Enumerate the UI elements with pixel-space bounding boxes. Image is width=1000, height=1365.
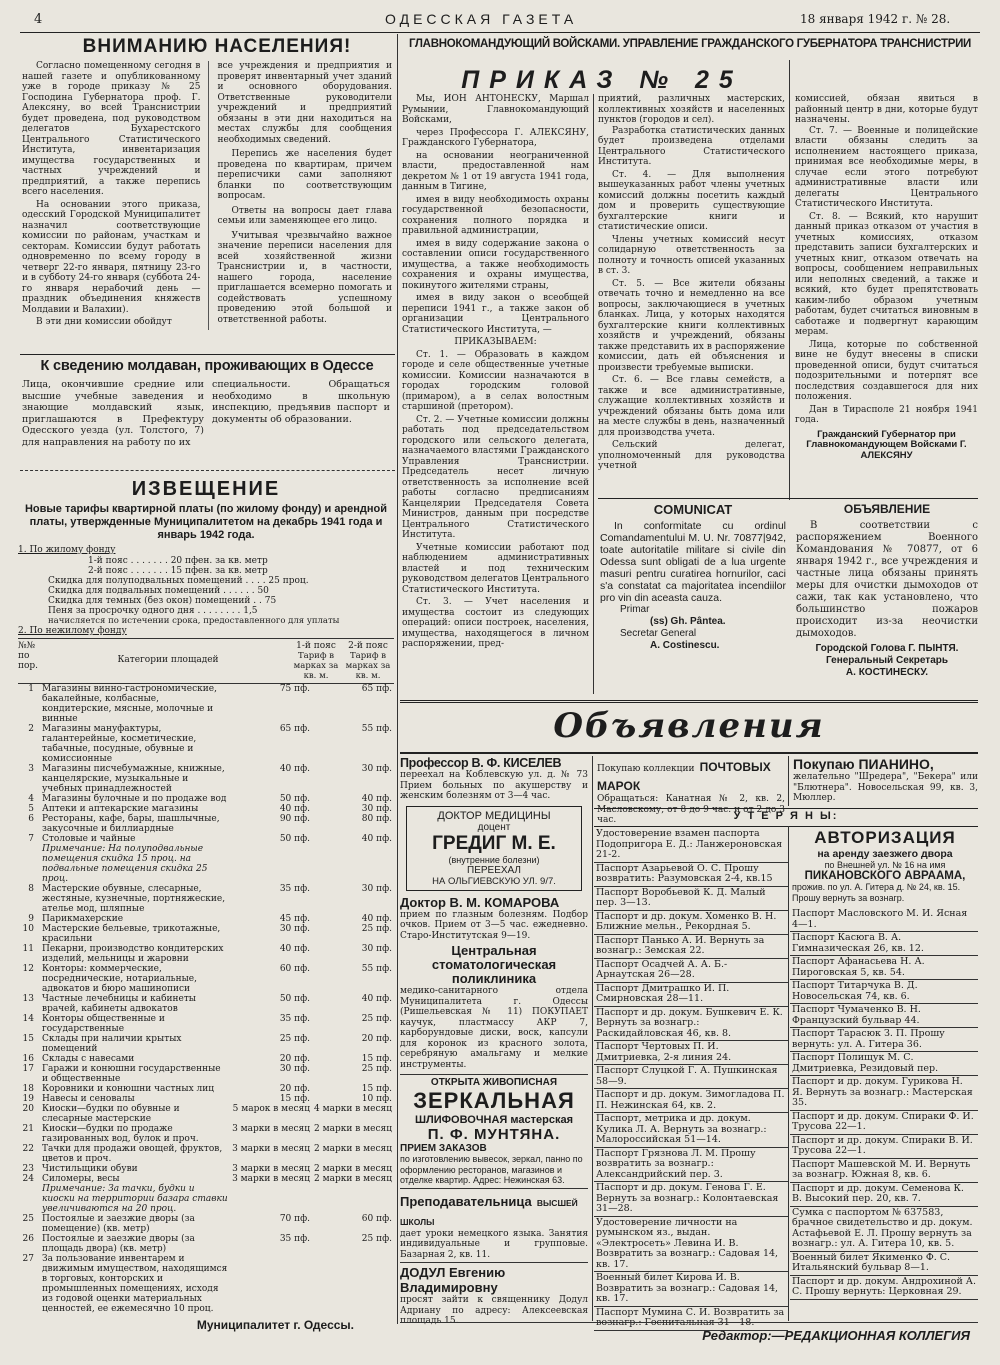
tariffs-subtitle: Новые тарифы квартирной платы (по жилому фонду) и арендной платы, утвержденные Муниципалитетом на декабрь 1941 года и январь 1942 года. — [24, 503, 388, 541]
tariff-row — [18, 1144, 394, 1164]
lost-item: Паспорт Воробьевой К. Д. Малый пер. 3—13. — [594, 887, 788, 911]
tariff-row — [18, 724, 394, 764]
tariff-row-zone2: 30 пф. — [361, 944, 392, 954]
tariff-row-number: 1 — [28, 684, 34, 694]
tariff-row — [18, 1254, 394, 1314]
lost-item: Паспорт Касюга В. А. Гимназическая 26, кв. 12. — [790, 932, 978, 956]
tariff-row — [18, 1124, 394, 1144]
tariff-row — [18, 1014, 394, 1034]
tariff-row-zone1 — [230, 844, 312, 884]
tariff-row-number: 26 — [22, 1234, 34, 1244]
tariff-row-category: Магазины писчебумажные, книжные, канцелярские, музыкальные и учебных принадлежностей — [42, 764, 225, 794]
ads-header: Объявления — [553, 706, 825, 746]
tariff-row-zone2: 30 пф. — [361, 804, 392, 814]
newspaper-name: ОДЕССКАЯ ГАЗЕТА — [385, 11, 578, 27]
tariff-row-zone1: 30 пф. — [279, 924, 311, 934]
tariff-row-number: 27 — [22, 1254, 34, 1264]
tariff-row — [18, 1094, 394, 1104]
tariff-row-zone1: 35 пф. — [279, 884, 311, 894]
tariff-row-category: Примечание: На полуподвальные помещения скидка 15 проц. на подвальные помещения скидка 25 проц. — [42, 844, 208, 884]
masthead — [20, 10, 980, 30]
order-col3: комиссией, обязан явиться в районный центр в дни, которые будут назначены. Ст. 7. — Военные и полицейские власти обязаны следить за исполнением настоящего приказа, принимая все необходимые меры, в случае если этого потребуют административные власти или делегаты Центрального Статистического Института. Ст. 8. — Всякий, кто нарушит данный приказ отказом от участия в учетных комиссиях, отказом представить записи бухгалтерских и учетных книг, отказом отвечать на вопросы, сообщением неправильных или неполных сведений, а также и всякий, кто будет препятствовать каким-либо образом учетным работам, будет считаться виновным в саботаже и подвергнут карающим мерам. Лица, которые по собственной вине не будут внесены в списки проведенной описи, будут считаться подозрительными и потерпят все последствия создавшегося для них положения. Дан в Тирасполе 21 ноября 1941 года. Гражданский Губернатор при Главнокомандующем Войсками Г. АЛЕКСЯНУ — [795, 94, 978, 461]
lost-item: Паспорт и др. докум. Спираки Ф. И. Трусова 22—1. — [790, 1111, 978, 1135]
lost-right-list — [790, 908, 978, 1300]
tariff-row-zone2: 2 марки в месяц — [314, 1144, 392, 1154]
tariffs-section2: 2. По нежилому фонду — [18, 626, 127, 636]
tariff-row-number: 24 — [22, 1174, 34, 1184]
tariff-row-category: За пользование инвентарем и движимым имуществом, находящимся в торговых, конторских и промышленных помещениях, исходя из годовой оценки материальных ценностей, ее ежемесячно 10 проц. — [42, 1254, 228, 1314]
tariff-row — [18, 684, 394, 724]
tariff-row-number: 10 — [22, 924, 34, 934]
lost-item: Паспорт Панько А. И. Вернуть за вознагр.: Земская 22. — [594, 935, 788, 959]
tariff-row-zone2: 55 пф. — [361, 724, 392, 734]
lost-item: Военный билет Якименко Ф. С. Итальянский бульвар 8—1. — [790, 1252, 978, 1276]
tariff-row-zone2: 40 пф. — [361, 834, 392, 844]
tariff-row-number: 14 — [22, 1014, 34, 1024]
tariff-row-zone2: 30 пф. — [361, 764, 392, 774]
tariff-row-zone1: 20 пф. — [279, 1054, 311, 1064]
lost-item: Паспорт, метрика и др. докум. Кулика Л. А. Вернуть за вознагр.: Малороссийская 51—14. — [594, 1113, 788, 1148]
lost-item: Паспорт и др. докум. Гурикова Н. Я. Вернуть за вознагр.: Мастерская 35. — [790, 1076, 978, 1111]
tariff-row-zone1 — [230, 1184, 312, 1214]
tariff-row-number: 22 — [22, 1144, 34, 1154]
lost-item: Паспорт и др. докум. Семенова К. В. Высокий пер. 20, кв. 7. — [790, 1183, 978, 1207]
zones-list: 1-й пояс . . . . . . . 20 пфен. за кв. метр 2-й пояс . . . . . . . 15 пфен. за кв. метр — [88, 556, 268, 576]
tariff-row-zone1: 5 марок в месяц — [232, 1104, 311, 1114]
tariff-row-category: Коровники и конюшни частных лиц — [42, 1084, 215, 1094]
lost-item: Паспорт и др. докум. Бушкевич Е. К. Вернуть за вознагр.: Раскидайловская 46, кв. 8. — [594, 1007, 788, 1042]
tariff-row-zone1: 50 пф. — [279, 994, 311, 1004]
tariff-row-category: Мастерские обувные, слесарные, жестяные, кузнечные, портняжеские, ателье мод, шляпные — [42, 884, 226, 914]
tariff-row-number: 15 — [22, 1034, 34, 1044]
tariff-row-number: 3 — [28, 764, 34, 774]
lost-item: Паспорт Машевской М. И. Вернуть за вознагр. Южная 8, кв. 6. — [790, 1159, 978, 1183]
tariff-row-number: 16 — [22, 1054, 34, 1064]
obyavlenie-section: ОБЪЯВЛЕНИЕ В соответствии с распоряжением Военного Командования № 70877, от 6 января 1942 г., все учреждения и частные лица обязаны принять меры для очистки дымоходов от сажи, так как установлено, что большинство пожаров происходит из-за неочистки дымоходов. Городской Голова Г. ПЫНТЯ. Генеральный Секретарь А. КОСТИНЕСКУ. — [796, 502, 978, 678]
tariff-row-number: 18 — [22, 1084, 34, 1094]
mirror-ad: ОТКРЫТА ЖИВОПИСНАЯ ЗЕРКАЛЬНАЯ ШЛИФОВОЧНАЯ мастерская П. Ф. МУНТЯНА. ПРИЕМ ЗАКАЗОВ по изготовлению вывесок, зеркал, панно по оформлению ресторанов, магазинов и отделке квартир. Адрес: Нежинская 63. — [400, 1074, 588, 1186]
tariff-row-zone1: 3 марки в месяц — [232, 1164, 311, 1174]
tariff-row — [18, 764, 394, 794]
tariff-row-category: Навесы и сеновалы — [42, 1094, 135, 1104]
tariff-row-zone1: 40 пф. — [279, 764, 311, 774]
tariff-row-category: Гаражи и конюшни государственные и общественные — [42, 1064, 221, 1084]
tariff-row — [18, 1174, 394, 1184]
tariff-row — [18, 1184, 394, 1214]
lost-item: Паспорт Титарчука В. Д. Новосельская 74, кв. 6. — [790, 980, 978, 1004]
tariff-row-zone1: 30 пф. — [279, 1064, 311, 1074]
tariff-row — [18, 924, 394, 944]
tariff-row — [18, 1164, 394, 1174]
lost-item: Сумка с паспортом № 637583, брачное свидетельство и др. докум. Астафьевой Е. Л. Прошу вернуть за вознагр.: ул. А. Гитера 10, кв. 5. — [790, 1207, 978, 1252]
tariff-row-category: Мастерские бельевые, трикотажные, красильни — [42, 924, 221, 944]
stamps-ad: Покупаю коллекции ПОЧТОВЫХ МАРОК Обращаться: Канатная № 2, кв. 2, Масловскому, от 8 до 9 час. и от 2 до 3 час. — [597, 760, 785, 825]
authorization-ad: АВТОРИЗАЦИЯ на аренду заезжего двора по Внешней ул. № 16 на имя ПИКАНОВСКОГО АВРААМА, прожив. по ул. А. Гитера д. № 24, кв. 15. Прошу вернуть за вознагр. — [792, 828, 966, 903]
tariff-row — [18, 1084, 394, 1094]
tariff-row-number: 11 — [22, 944, 34, 954]
lost-item: Паспорт Чумаченко В. Н. Французский бульвар 44. — [790, 1004, 978, 1028]
tariff-row-zone1: 25 пф. — [279, 1034, 311, 1044]
tariff-row-category: Киоски—будки по обувные и слесарные мастерские — [42, 1104, 180, 1124]
tariff-row — [18, 994, 394, 1014]
order-banner: ГЛАВНОКОМАНДУЮЩИЙ ВОЙСКАМИ. УПРАВЛЕНИЕ ГРАЖДАНСКОГО ГУБЕРНАТОРА ТРАНСНИСТРИИ — [408, 38, 971, 50]
tariff-row-zone2: 15 пф. — [361, 1054, 392, 1064]
piano-ad: Покупаю ПИАНИНО, желательно "Шредера", "Бекера" или "Блютнера". Новосельская 99, кв. 3, Мюллер. — [793, 756, 978, 803]
tariff-row-zone2 — [312, 1184, 394, 1214]
lost-item: Удостоверение личности на румынском яз., выдан. «Электросеть» Левина И. В. Возвратить за вознагр.: Садовая 14, кв. 17. — [594, 1217, 788, 1273]
lost-item: Паспорт Мумина С. И. Возвратить за вознагр.: Госпитальная 31—18. — [594, 1307, 788, 1331]
tariff-row-zone2: 40 пф. — [361, 994, 392, 1004]
order-col2: приятий, различных мастерских, коллективных хозяйств и населенных пунктов (городов и сел). Разработка статистических данных будет произведена отделами Центрального Статистического Института. Ст. 4. — Для выполнения вышеуказанных работ члены учетных комиссий должны посетить каждый дом и проверить существующие бухгалтерские книги и статистические описи. Члены учетных комиссий несут солидарную ответственность за полноту и точность описей указанных в ст. 3. Ст. 5. — Все жители обязаны отвечать точно и немедленно на все вопросы, заключающиеся в учетных бланках. Лица, у которых находятся бухгалтерские книги коллективных хозяйств и учреждений, обязаны также представить их в распоряжение комиссии, дать ей объяснения и произвести требуемые выписки. Ст. 6. — Все главы семейств, а также и все административные, служащие коллективных хозяйств и учреждений обязаны быть дома или на месте службы в день, назначенный для производства учета. Сельский делегат, уполномоченный для руководства учетной — [598, 94, 785, 471]
tariff-row — [18, 1234, 394, 1254]
notice-section — [22, 36, 392, 330]
tariff-row — [18, 844, 394, 884]
lost-title: У Т Е Р Я Н Ы: — [733, 810, 839, 822]
tariff-row-number: 25 — [22, 1214, 34, 1224]
tariff-row-zone2: 40 пф. — [361, 794, 392, 804]
tariff-row-category: Силомеры, весы — [42, 1174, 120, 1184]
tariff-row — [18, 914, 394, 924]
lost-item: Паспорт Тарасюк З. П. Прошу вернуть: ул. А. Гитера 36. — [790, 1028, 978, 1052]
tariff-row-category: Постоялые и заезжие дворы (за площадь двора) (кв. метр) — [42, 1234, 195, 1254]
lost-item: Паспорт и др. докум. Генова Г. Е. Вернуть за вознагр.: Колонтаевская 31—28. — [594, 1182, 788, 1217]
comunicat-section: COMUNICAT In conformitate cu ordinul Comandamentului M. U. Nr. 70877|942, toate autoritatile militare si civile din Odessa sunt obligati de a lua urgente masuri pentru curatirea hornurilor, caci s'a constatat ca majoritatea incendiilor pro vin din aceasta cauza. Primar (ss) Gh. Pântea. Secretar General A. Costinescu. — [600, 502, 786, 651]
lost-left-list — [594, 828, 788, 1331]
tariff-row-zone1: 3 марки в месяц — [232, 1144, 311, 1154]
tariff-row-category: Парикмахерские — [42, 914, 124, 924]
tariff-row-zone1: 45 пф. — [279, 914, 311, 924]
lost-item: Паспорт Чертовых П. И. Дмитриевка, 2-я линия 24. — [594, 1041, 788, 1065]
tariff-row-zone1: 75 пф. — [279, 684, 311, 694]
lost-item: Паспорт и др. докум. Андрохиной А. С. Прошу вернуть: Церковная 29. — [790, 1276, 978, 1300]
tariff-row-zone2: 2 марки в месяц — [314, 1124, 392, 1134]
tariff-row-number: 23 — [22, 1164, 34, 1174]
tariff-row-category: Тачки для продажи овощей, фруктов, цветов и проч. — [42, 1144, 223, 1164]
tariff-row-number: 6 — [28, 814, 34, 824]
comunicat-title: COMUNICAT — [653, 502, 733, 517]
lost-item: Паспорт Дмитрашко И. П. Смирновская 28—11. — [594, 983, 788, 1007]
lost-item: Паспорт Масловского М. И. Ясная 4—1. — [790, 908, 978, 932]
moldavans-section — [22, 358, 392, 448]
tariff-row-zone1: 50 пф. — [279, 794, 311, 804]
penalty-note: начисляется по истечении срока, предоставленного для уплаты — [48, 616, 340, 626]
tariff-row-number: 20 — [22, 1104, 34, 1114]
tariff-row — [18, 834, 394, 844]
moldavans-col2: специальности. Обращаться необходимо в школьную инспекцию, предъявив паспорт и документы об образовании. — [212, 379, 390, 425]
tariff-row-zone2: 55 пф. — [361, 964, 392, 974]
tariff-row-number: 8 — [28, 884, 34, 894]
tariff-row — [18, 1064, 394, 1084]
tariff-row-number — [18, 1184, 40, 1214]
tariff-row-zone1: 70 пф. — [279, 1214, 311, 1224]
tariff-row — [18, 1214, 394, 1234]
tariff-row-number — [18, 844, 40, 884]
notice-title: ВНИМАНИЮ НАСЕЛЕНИЯ! — [82, 36, 352, 57]
tariff-row-category: Конторы: коммерческие, посреднические, нотариальные, адвокатов и бюро машинописи — [42, 964, 197, 994]
issue-date: 18 января 1942 г. № 28. — [800, 12, 951, 26]
tariff-row-zone2: 15 пф. — [361, 1084, 392, 1094]
page-number: 4 — [34, 12, 43, 27]
tariff-row-zone2: 40 пф. — [361, 914, 392, 924]
tariff-row — [18, 794, 394, 804]
tariff-row-zone1: 60 пф. — [279, 964, 311, 974]
order-col1: Мы, ИОН АНТОНЕСКУ, Маршал Румынии, Главнокомандующий Войсками, через Профессора Г. АЛЕКСЯНУ, Гражданского Губернатора, на основании неограниченной власти, предоставленной нам декретом № 1 от 19 августа 1941 года, данным в Тигине, имея в виду необходимость охраны государственной безопасности, сохранения полного порядка и правильной администрации, имея в виду содержание закона о составлении описи государственного имущества, а также необходимость сохранения и охраны имущества, покинутого жителями страны, имея в виду закон о всеобщей переписи 1941 г., а также закон об организации Центрального Статистического Института, — ПРИКАЗЫВАЕМ: Ст. 1. — Образовать в каждом городе и селе общественные учетные комиссии. Комиссии назначаются в городах городским головой (примаром), а в селах волостным старшиной (претором). Ст. 2. — Учетные комиссии должны работать под председательством городского или сельского делегата, назначаемого властями Гражданского Управления Транснистрии. Председатель несет личную ответственность за исполнение всей работы согласно предписаниям Канцелярии Председателя Совета Министров, данным при посредстве Центрального Статистического Института. Учетные комиссии работают под наблюдением административных властей и под техническим руководством делегатов Центрального Статистического Института. Ст. 3. — Учет населения и имущества состоит из следующих операций: описи построек, населения, имущества, находящегося в личном распоряжении, пред- — [402, 94, 589, 649]
tariff-row-category: Киоски—будки по продаже газированных вод, булок и проч. — [42, 1124, 199, 1144]
lost-item: Паспорт Полищук М. С. Дмитриевка, Резидовый пер. — [790, 1052, 978, 1076]
tariff-row-zone1: 40 пф. — [279, 944, 311, 954]
obyavlenie-text: В соответствии с распоряжением Военного Командования № 70877, от 6 января 1942 г., все учреждения и частные лица обязаны принять меры для очистки дымоходов от сажи, так как установлено, что большинство пожаров происходит из-за неочистки дымоходов. — [796, 520, 978, 639]
tariff-row-number: 21 — [22, 1124, 34, 1134]
obyavlenie-title: ОБЪЯВЛЕНИЕ — [843, 502, 931, 516]
tariff-row-category: Конторы общественные и государственные — [42, 1014, 165, 1034]
comunicat-text: In conformitate cu ordinul Comandamentului M. U. Nr. 70877|942, toate autoritatile militare si civile din Odessa sunt obligati de a lua urgente masuri pentru curatirea hornurilor, caci s'a constatat ca majoritatea incendiilor pro vin din aceasta cauza. — [600, 520, 786, 604]
tariff-row-zone2: 80 пф. — [361, 814, 392, 824]
tariff-row-zone2: 60 пф. — [361, 1214, 392, 1224]
lost-item: Удостоверение взамен паспорта Подопригора Е. Д.: Ланжероновская 21-2. — [594, 828, 788, 863]
tariff-row — [18, 1034, 394, 1054]
tariffs-section1: 1. По жилому фонду — [18, 545, 116, 555]
lost-item: Военный билет Кирова И. В. Возвратить за вознагр.: Садовая 14, кв. 17. — [594, 1272, 788, 1307]
editor-line: Редактор:—РЕДАКЦИОННАЯ КОЛЛЕГИЯ — [702, 1328, 970, 1343]
lost-item: Паспорт и др. докум. Зимогладова П. П. Нежинская 64, кв. 2. — [594, 1089, 788, 1113]
tariff-row — [18, 944, 394, 964]
tariff-row-zone2: 2 марки в месяц — [314, 1164, 392, 1174]
lost-item: Паспорт Осадчей А. А. Б.-Арнаутская 26—28. — [594, 959, 788, 983]
tariff-row-number: 12 — [22, 964, 34, 974]
tariff-row-zone1: 3 марки в месяц — [232, 1124, 311, 1134]
tariff-row-category: Склады с навесами — [42, 1054, 135, 1064]
tariff-row-category: Аптеки и аптекарские магазины — [42, 804, 199, 814]
tariff-row — [18, 884, 394, 914]
tariff-row-zone1: 35 пф. — [279, 1014, 311, 1024]
tariff-row-zone2: 4 марки в месяц — [314, 1104, 392, 1114]
tariff-row-zone2: 10 пф. — [361, 1094, 392, 1104]
moldavans-col1: Лица, окончившие средние или высшие учебные заведения и знающие молдавский язык, приглашаются в Префектуру Одесского уезда (ул. Толстого, 7) для направления на работу по их — [22, 379, 204, 448]
tariff-row-zone2 — [312, 844, 394, 884]
tariff-row-category: Частные лечебницы и кабинеты врачей, кабинеты адвокатов — [42, 994, 196, 1014]
tariff-row-zone2: 20 пф. — [361, 1034, 392, 1044]
lost-item: Паспорт и др. докум. Хоменко В. Н. Ближние мельн., Рекордная 5. — [594, 911, 788, 935]
tariff-table — [18, 684, 394, 1314]
discounts-list: Скидка для полуподвальных помещений . . . . 25 проц. Скидка для подвальных помещений . . . . . . 50 Скидка для темных (без окон) помещений . . 75 Пеня за просрочку одного дня . . . . . . . . 1,5 — [48, 576, 309, 616]
tariff-row-category: Примечание: За тачки, будки и киоски на территории базара ставки увеличиваются на 20 проц. — [42, 1184, 228, 1214]
tariff-row-category: Пекарни, производство кондитерских изделий, мельницы и жаровни — [42, 944, 224, 964]
tariff-row-zone1 — [230, 1254, 312, 1314]
tariff-row-zone1: 15 пф. — [279, 1094, 311, 1104]
tariff-row-category: Рестораны, кафе, бары, шашлычные, закусочные и биллиардные — [42, 814, 220, 834]
tariff-row-zone1: 3 марки в месяц — [232, 1174, 311, 1184]
tariff-row — [18, 964, 394, 994]
tariff-row-zone2: 2 марки в месяц — [314, 1174, 392, 1184]
tariff-row-zone1: 20 пф. — [279, 1084, 311, 1094]
tariff-row-number: 9 — [28, 914, 34, 924]
tariff-row-category: Магазины мануфактуры, галантерейные, косметические, табачные, посудные, обувные и комиссионные — [42, 724, 197, 764]
tariffs-title: ИЗВЕЩЕНИЕ — [131, 478, 281, 500]
tariff-row-number: 2 — [28, 724, 34, 734]
tariff-row-zone2: 25 пф. — [361, 1014, 392, 1024]
notice-col2: все учреждения и предприятия и проверят инвентарный учет зданий и основного оборудования. Ответственные руководители учреждений и предприятий обязаны в эти дни находиться на местах службы для сообщения необходимых сведений. Перепись же населения будет проведена по квартирам, причем переписчики сами заполняют бланки по соответствующим вопросам. Ответы на вопросы дает глава семьи или заменяющее его лицо. Учитывая чрезвычайно важное значение переписи населения для всей хозяйственной жизни Транснистрии и, в частности, нашего города, население приглашается всемерно помогать и содействовать успешному проведению этой большой и ответственной работы. — [217, 61, 392, 325]
tariff-row — [18, 804, 394, 814]
tariff-row-zone2: 65 пф. — [361, 684, 392, 694]
lost-item: Паспорт Грязнова Л. М. Прошу возвратить за вознагр.: Александрийский пер. 3. — [594, 1148, 788, 1183]
tariff-row — [18, 814, 394, 834]
tariffs-section — [18, 478, 394, 1332]
tariff-row-zone1: 50 пф. — [279, 834, 311, 844]
tariff-table-header: №№ по пор. Категории площадей 1-й пояс Тариф в марках за кв. м. 2-й пояс Тариф в марках за кв. м. — [18, 638, 394, 684]
tariff-row-zone1: 90 пф. — [279, 814, 311, 824]
tariff-row-category: Магазины булочные и по продаже вод — [42, 794, 227, 804]
notice-col1: Согласно помещенному сегодня в нашей газете и опубликованному уже в городе приказу № 25 Господина Губернатора проф. Г. Алексяну, во всей Транснистрии будет проведена, под руководством делегатов Бухарестского Центрального Статистического Института, инвентаризация имущества государственных и частных учреждений и предприятий, а также перепись всего населения. На основании этого приказа, одесский Городской Муниципалитет назначил соответствующие комиссии по районам, участкам и секторам. Комиссии будут работать одновременно по всему городу в четверг 22-го января, пятницу 23-го и в субботу 24-го января (суббота 24-го января нерабочий день — праздник объединения княжеств Молдавии и Валахии). В эти дни комиссии обойдут — [22, 61, 201, 327]
tariff-row-category: Столовые и чайные — [42, 834, 136, 844]
tariff-row-zone1: 35 пф. — [279, 1234, 311, 1244]
tariff-row-zone2: 25 пф. — [361, 1064, 392, 1074]
tariff-row — [18, 1104, 394, 1124]
tariff-row-number: 13 — [22, 994, 34, 1004]
ads-left-col: Профессор В. Ф. КИСЕЛЕВ переехал на Коблевскую ул. д. № 73 Прием больных по акушерству и женским болезням от 3—4 час. ДОКТОР МЕДИЦИНЫ доцент ГРЕДИГ М. Е. (внутренние болезни) ПЕРЕЕХАЛ НА ОЛЬГИЕВСКУЮ УЛ. 9/7. Доктор В. М. КОМАРОВА прием по глазным болезням. Подбор очков. Прием от 3—5 час. ежедневно. Старо-Институтская 9—19. Центральная стоматологическая поликлиника медико-санитарного отдела Муниципалитета г. Одессы (Ришельевская № 11) ПОКУПАЕТ каучук, пластмассу АКР 7, карборундовые диски, воск, капсули для коронок из красного золота, серебряную амальгаму и мелкие инструменты. ОТКРЫТА ЖИВОПИСНАЯ ЗЕРКАЛЬНАЯ ШЛИФОВОЧНАЯ мастерская П. Ф. МУНТЯНА. ПРИЕМ ЗАКАЗОВ по изготовлению вывесок, зеркал, панно по оформлению ресторанов, магазинов и отделке квартир. Адрес: Нежинская 63. Преподавательница ВЫСШЕЙ ШКОЛЫ дает уроки немецкого языка. Занятия индивидуальные и групповые. Базарная 2, кв. 11. ДОДУЛ Евгению Владимировну просят зайти к священнику Додул Адриану по адресу: Алексеевская площадь 15. — [400, 756, 588, 1326]
lost-item: Паспорт Слуцкой Г. А. Пушкинская 58—9. — [594, 1065, 788, 1089]
tariff-row-zone2: 25 пф. — [361, 924, 392, 934]
tariff-row-number: 7 — [28, 834, 34, 844]
tariff-row-category: Чистильщики обуви — [42, 1164, 138, 1174]
moldavans-title: К сведению молдаван, проживающих в Одессе — [40, 358, 374, 374]
tariff-row-zone1: 40 пф. — [279, 804, 311, 814]
tariff-row-zone1: 65 пф. — [279, 724, 311, 734]
tariff-row-number: 19 — [22, 1094, 34, 1104]
tariff-row-category: Склады при наличии крытых помещений — [42, 1034, 182, 1054]
tariff-row-number: 17 — [22, 1064, 34, 1074]
tariff-row-category: Магазины винно-гастрономические, бакалейные, колбасные, кондитерские, мясные, молочные и винные — [42, 684, 217, 724]
tariff-row-zone2 — [312, 1254, 394, 1314]
tariff-row-zone2: 25 пф. — [361, 1234, 392, 1244]
tariff-row — [18, 1054, 394, 1064]
tariff-row-number: 5 — [28, 804, 34, 814]
order-title: ПРИКАЗ № 25 — [461, 66, 743, 94]
tariff-row-zone2: 30 пф. — [361, 884, 392, 894]
lost-item: Паспорт Афанасьева Н. А. Пироговская 5, кв. 54. — [790, 956, 978, 980]
lost-item: Паспорт и др. докум. Спираки В. И. Трусова 22—1. — [790, 1135, 978, 1159]
tariff-row-number: 4 — [28, 794, 34, 804]
lost-item: Паспорт Азарьевой О. С. Прошу возвратить: Разумовская 2-4, кв.15 — [594, 863, 788, 887]
gredig-ad: ДОКТОР МЕДИЦИНЫ доцент ГРЕДИГ М. Е. (внутренние болезни) ПЕРЕЕХАЛ НА ОЛЬГИЕВСКУЮ УЛ. 9/7. — [406, 806, 582, 891]
tariffs-signature: Муниципалитет г. Одессы. — [196, 1318, 354, 1332]
tariff-row-category: Постоялые и заезжие дворы (за помещение) (кв. метр) — [42, 1214, 195, 1234]
